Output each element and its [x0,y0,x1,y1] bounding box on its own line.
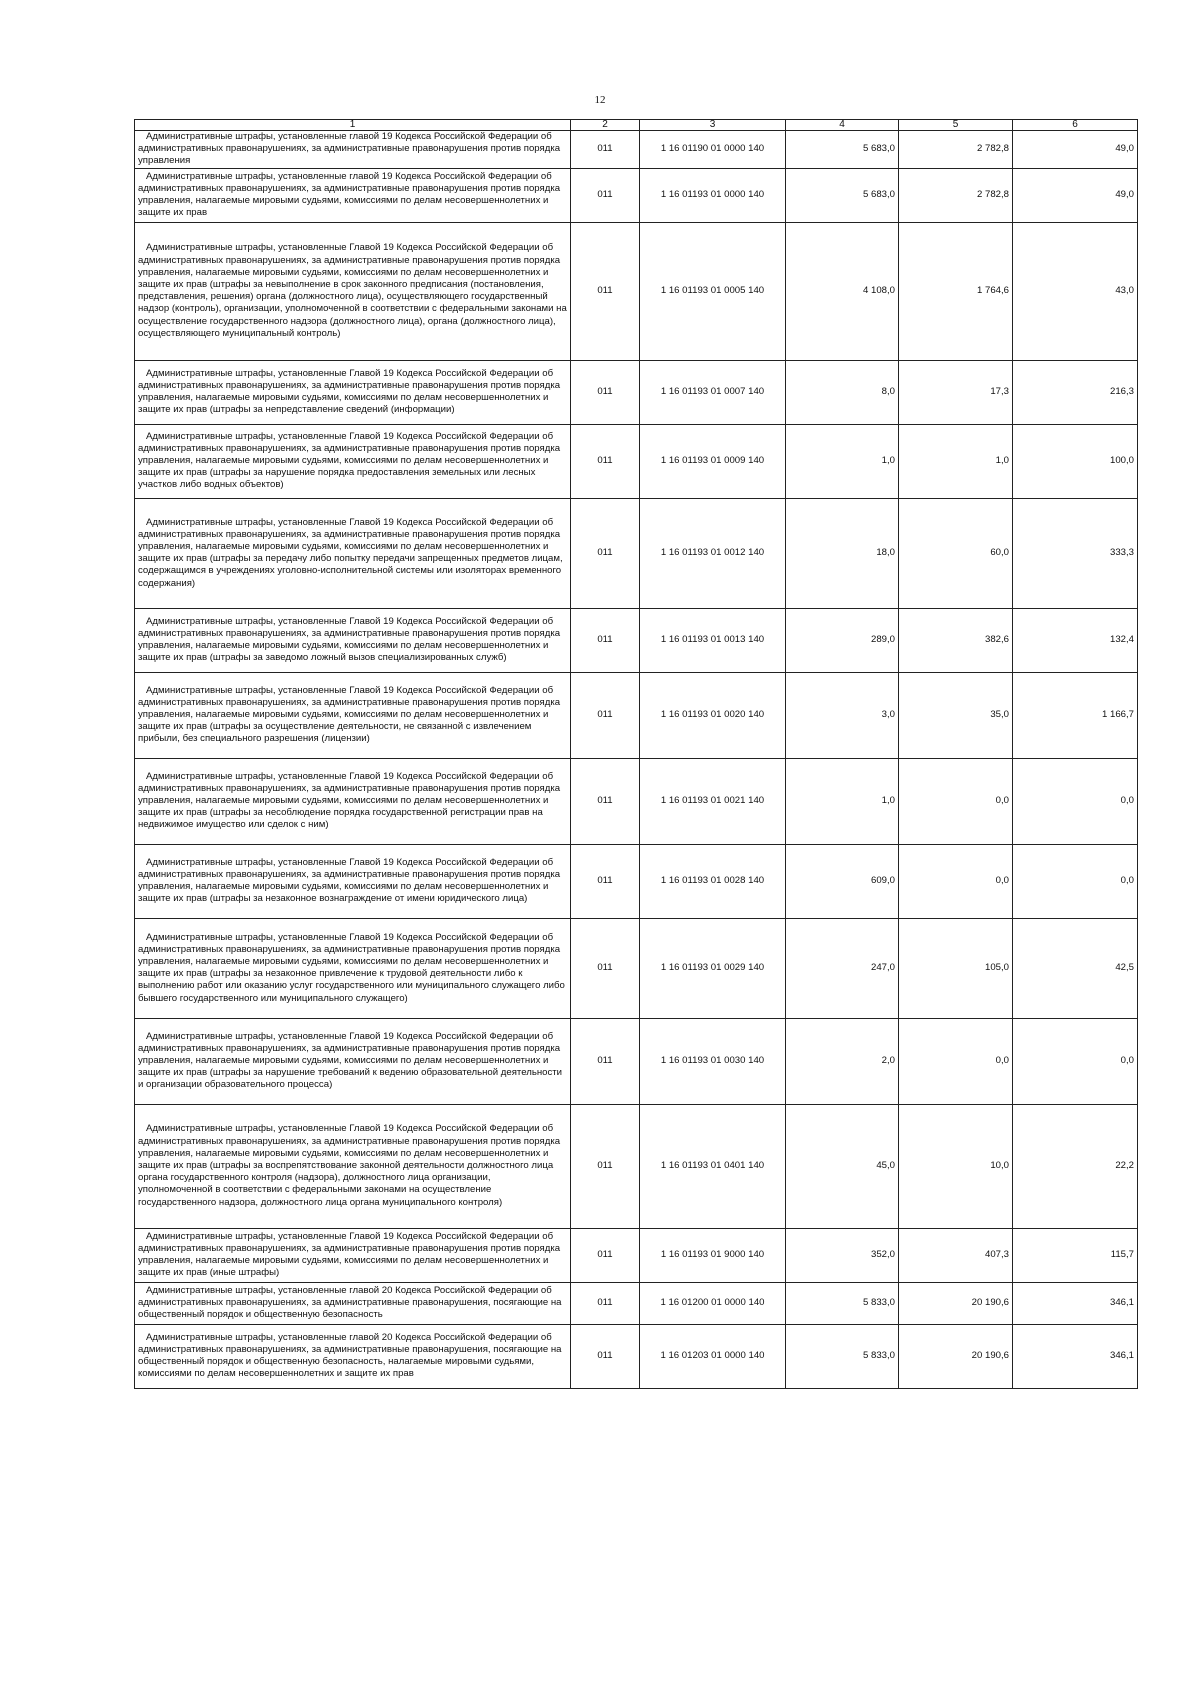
row-value-col4: 4 108,0 [786,222,899,360]
row-budget-code: 1 16 01193 01 0012 140 [640,498,786,608]
row-description: Административные штрафы, установленные Главой 19 Кодекса Российской Федерации об административных правонарушениях, за административные правонарушения против порядка управления, налагаемые мировыми судьями, комиссиями по делам несовершеннолетних и защите их прав (штрафы за нарушение порядка предоставления земельных или лесных участков либо водных объектов) [135,424,571,498]
row-budget-code: 1 16 01193 01 0401 140 [640,1104,786,1228]
table-row [135,1324,1138,1388]
row-value-col4: 5 833,0 [786,1282,899,1324]
row-description: Административные штрафы, установленные главой 20 Кодекса Российской Федерации об административных правонарушениях, за административные правонарушения, посягающие на общественный порядок и общественную безопасность [135,1282,571,1324]
row-budget-code: 1 16 01200 01 0000 140 [640,1282,786,1324]
column-header: 1 [135,120,571,131]
row-description: Административные штрафы, установленные Главой 19 Кодекса Российской Федерации об административных правонарушениях, за административные правонарушения против порядка управления, налагаемые мировыми судьями, комиссиями по делам несовершеннолетних и защите их прав (штрафы за передачу либо попытку передачи запрещенных предметов лицам, содержащимся в учреждениях уголовно-исполнительной системы или изоляторах временного содержания) [135,498,571,608]
row-value-col4: 2,0 [786,1018,899,1104]
row-admin-code: 011 [571,844,640,918]
row-budget-code: 1 16 01193 01 0000 140 [640,168,786,222]
table-row [135,608,1138,672]
table-row [135,222,1138,360]
row-value-col6: 22,2 [1013,1104,1138,1228]
row-admin-code: 011 [571,222,640,360]
row-description: Административные штрафы, установленные Главой 19 Кодекса Российской Федерации об административных правонарушениях, за административные правонарушения против порядка управления, налагаемые мировыми судьями, комиссиями по делам несовершеннолетних и защите их прав (штрафы за незаконное привлечение к трудовой деятельности либо к выполнению работ или оказанию услуг государственного или муниципального служащего либо бывшего государственного или муниципального служащего) [135,918,571,1018]
row-value-col4: 289,0 [786,608,899,672]
column-header: 3 [640,120,786,131]
row-budget-code: 1 16 01193 01 0020 140 [640,672,786,758]
row-value-col5: 60,0 [899,498,1013,608]
row-value-col4: 5 833,0 [786,1324,899,1388]
table-row [135,918,1138,1018]
row-value-col6: 100,0 [1013,424,1138,498]
row-budget-code: 1 16 01193 01 9000 140 [640,1228,786,1282]
row-description: Административные штрафы, установленные Главой 19 Кодекса Российской Федерации об административных правонарушениях, за административные правонарушения против порядка управления, налагаемые мировыми судьями, комиссиями по делам несовершеннолетних и защите их прав (штрафы за несоблюдение порядка государственной регистрации прав на недвижимое имущество или сделок с ним) [135,758,571,844]
revenue-table [134,119,1138,1389]
row-value-col5: 17,3 [899,360,1013,424]
row-value-col6: 346,1 [1013,1282,1138,1324]
row-value-col4: 1,0 [786,758,899,844]
row-budget-code: 1 16 01193 01 0030 140 [640,1018,786,1104]
row-value-col6: 1 166,7 [1013,672,1138,758]
row-value-col6: 0,0 [1013,844,1138,918]
row-value-col6: 216,3 [1013,360,1138,424]
row-admin-code: 011 [571,360,640,424]
row-admin-code: 011 [571,131,640,169]
row-budget-code: 1 16 01193 01 0013 140 [640,608,786,672]
row-value-col4: 8,0 [786,360,899,424]
row-value-col6: 333,3 [1013,498,1138,608]
row-admin-code: 011 [571,168,640,222]
row-value-col4: 352,0 [786,1228,899,1282]
row-value-col4: 45,0 [786,1104,899,1228]
row-value-col5: 1,0 [899,424,1013,498]
row-value-col4: 18,0 [786,498,899,608]
row-budget-code: 1 16 01193 01 0005 140 [640,222,786,360]
row-description: Административные штрафы, установленные Главой 19 Кодекса Российской Федерации об административных правонарушениях, за административные правонарушения против порядка управления, налагаемые мировыми судьями, комиссиями по делам несовершеннолетних и защите их прав (штрафы за непредставление сведений (информации) [135,360,571,424]
row-description: Административные штрафы, установленные Главой 19 Кодекса Российской Федерации об административных правонарушениях, за административные правонарушения против порядка управления, налагаемые мировыми судьями, комиссиями по делам несовершеннолетних и защите их прав (иные штрафы) [135,1228,571,1282]
row-description: Административные штрафы, установленные главой 19 Кодекса Российской Федерации об административных правонарушениях, за административные правонарушения против порядка управления [135,131,571,169]
row-value-col6: 0,0 [1013,1018,1138,1104]
row-value-col5: 2 782,8 [899,168,1013,222]
row-description: Административные штрафы, установленные главой 20 Кодекса Российской Федерации об административных правонарушениях, за административные правонарушения, посягающие на общественный порядок и общественную безопасность, налагаемые мировыми судьями, комиссиями по делам несовершеннолетних и защите их прав [135,1324,571,1388]
column-header: 2 [571,120,640,131]
row-description: Административные штрафы, установленные Главой 19 Кодекса Российской Федерации об административных правонарушениях, за административные правонарушения против порядка управления, налагаемые мировыми судьями, комиссиями по делам несовершеннолетних и защите их прав (штрафы за нарушение требований к ведению образовательной деятельности и организации образовательного процесса) [135,1018,571,1104]
row-admin-code: 011 [571,1282,640,1324]
table-row [135,1282,1138,1324]
row-value-col6: 49,0 [1013,168,1138,222]
row-admin-code: 011 [571,424,640,498]
column-header: 4 [786,120,899,131]
row-value-col5: 35,0 [899,672,1013,758]
row-admin-code: 011 [571,1018,640,1104]
row-budget-code: 1 16 01193 01 0028 140 [640,844,786,918]
table-row [135,1104,1138,1228]
row-admin-code: 011 [571,1324,640,1388]
table-row [135,498,1138,608]
table-row [135,131,1138,169]
row-value-col4: 3,0 [786,672,899,758]
table-row [135,844,1138,918]
row-budget-code: 1 16 01193 01 0029 140 [640,918,786,1018]
table-row [135,758,1138,844]
row-value-col5: 0,0 [899,844,1013,918]
row-value-col6: 42,5 [1013,918,1138,1018]
row-value-col4: 609,0 [786,844,899,918]
row-value-col6: 0,0 [1013,758,1138,844]
row-value-col5: 20 190,6 [899,1282,1013,1324]
row-value-col6: 115,7 [1013,1228,1138,1282]
row-value-col6: 346,1 [1013,1324,1138,1388]
row-value-col6: 132,4 [1013,608,1138,672]
row-value-col5: 382,6 [899,608,1013,672]
row-value-col5: 2 782,8 [899,131,1013,169]
row-admin-code: 011 [571,498,640,608]
row-value-col4: 5 683,0 [786,131,899,169]
row-admin-code: 011 [571,608,640,672]
row-value-col5: 0,0 [899,1018,1013,1104]
table-row [135,1228,1138,1282]
row-value-col5: 1 764,6 [899,222,1013,360]
row-value-col6: 49,0 [1013,131,1138,169]
row-budget-code: 1 16 01193 01 0021 140 [640,758,786,844]
table-row [135,360,1138,424]
page-number: 12 [594,94,606,106]
row-value-col4: 247,0 [786,918,899,1018]
row-admin-code: 011 [571,1104,640,1228]
row-budget-code: 1 16 01193 01 0009 140 [640,424,786,498]
row-value-col6: 43,0 [1013,222,1138,360]
row-admin-code: 011 [571,758,640,844]
row-value-col5: 0,0 [899,758,1013,844]
row-description: Административные штрафы, установленные Главой 19 Кодекса Российской Федерации об административных правонарушениях, за административные правонарушения против порядка управления, налагаемые мировыми судьями, комиссиями по делам несовершеннолетних и защите их прав (штрафы за осуществление деятельности, не связанной с извлечением прибыли, без специального разрешения (лицензии) [135,672,571,758]
row-budget-code: 1 16 01203 01 0000 140 [640,1324,786,1388]
column-header: 5 [899,120,1013,131]
table-header-row [135,120,1138,131]
row-budget-code: 1 16 01190 01 0000 140 [640,131,786,169]
row-value-col5: 20 190,6 [899,1324,1013,1388]
row-value-col5: 10,0 [899,1104,1013,1228]
row-description: Административные штрафы, установленные Главой 19 Кодекса Российской Федерации об административных правонарушениях, за административные правонарушения против порядка управления, налагаемые мировыми судьями, комиссиями по делам несовершеннолетних и защите их прав (штрафы за незаконное вознаграждение от имени юридического лица) [135,844,571,918]
row-admin-code: 011 [571,1228,640,1282]
row-value-col5: 105,0 [899,918,1013,1018]
table-row [135,168,1138,222]
row-description: Административные штрафы, установленные главой 19 Кодекса Российской Федерации об административных правонарушениях, за административные правонарушения против порядка управления, налагаемые мировыми судьями, комиссиями по делам несовершеннолетних и защите их прав [135,168,571,222]
table-row [135,424,1138,498]
row-description: Административные штрафы, установленные Главой 19 Кодекса Российской Федерации об административных правонарушениях, за административные правонарушения против порядка управления, налагаемые мировыми судьями, комиссиями по делам несовершеннолетних и защите их прав (штрафы за заведомо ложный вызов специализированных служб) [135,608,571,672]
row-admin-code: 011 [571,672,640,758]
table-row [135,672,1138,758]
row-value-col4: 1,0 [786,424,899,498]
column-header: 6 [1013,120,1138,131]
row-value-col4: 5 683,0 [786,168,899,222]
row-description: Административные штрафы, установленные Главой 19 Кодекса Российской Федерации об административных правонарушениях, за административные правонарушения против порядка управления, налагаемые мировыми судьями, комиссиями по делам несовершеннолетних и защите их прав (штрафы за невыполнение в срок законного предписания (постановления, представления, решения) органа (должностного лица), осуществляющего государственный надзор (контроль), организации, уполномоченной в соответствии с федеральными законами на осуществление государственного надзора (должностного лица), органа (должностного лица), осуществляющего муниципальный контроль) [135,222,571,360]
table-row [135,1018,1138,1104]
row-admin-code: 011 [571,918,640,1018]
row-value-col5: 407,3 [899,1228,1013,1282]
row-budget-code: 1 16 01193 01 0007 140 [640,360,786,424]
row-description: Административные штрафы, установленные Главой 19 Кодекса Российской Федерации об административных правонарушениях, за административные правонарушения против порядка управления, налагаемые мировыми судьями, комиссиями по делам несовершеннолетних и защите их прав (штрафы за воспрепятствование законной деятельности должностного лица органа государственного контроля (надзора), должностного лица организации, уполномоченной в соответствии с федеральными законами на осуществление государственного надзора, должностного лица органа муниципального контроля) [135,1104,571,1228]
